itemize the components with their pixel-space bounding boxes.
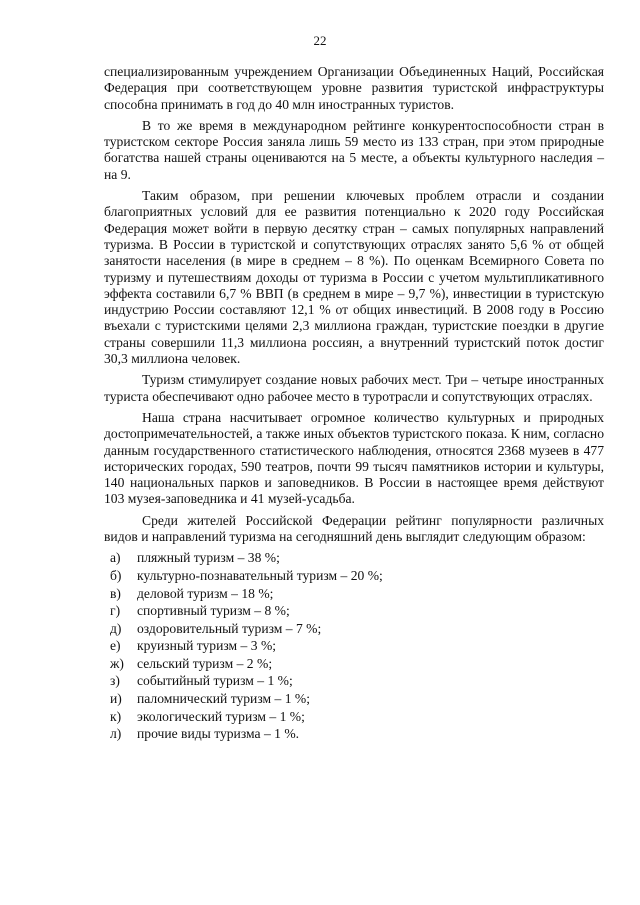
list-item bbox=[104, 656, 604, 672]
list-item bbox=[104, 709, 604, 725]
list-item-letter: з) bbox=[110, 673, 120, 689]
list-item-letter: д) bbox=[110, 620, 122, 636]
list-item-text: культурно-познавательный туризм – 20 %; bbox=[137, 567, 383, 583]
list-item-text: пляжный туризм – 38 %; bbox=[137, 550, 280, 566]
paragraph-popularity-intro: Среди жителей Российской Федерации рейтинг популярности различных видов и направлений туризма на сегодняшний день выглядит следующим образом: bbox=[104, 512, 604, 545]
tourism-popularity-list bbox=[104, 550, 604, 742]
list-item bbox=[104, 691, 604, 707]
list-item-text: прочие виды туризма – 1 %. bbox=[137, 726, 300, 742]
list-item-text: сельский туризм – 2 %; bbox=[137, 655, 273, 671]
paragraph-cultural-heritage: Наша страна насчитывает огромное количество культурных и природных достопримечательностей, а также иных объектов туристского показа. К ним, согласно данным государственного статистического наблюдения, относятся 2368 музеев в 477 исторических городах, 590 театров, почти 99 тысяч памятников истории и культуры, 140 национальных парков и заповедников. В России в настоящее время действуют 103 музея-заповедника и 41 музей-усадьба. bbox=[104, 409, 604, 507]
list-item bbox=[104, 603, 604, 619]
page-number: 22 bbox=[313, 33, 327, 48]
list-item-text: экологический туризм – 1 %; bbox=[137, 708, 305, 724]
list-item-text: круизный туризм – 3 %; bbox=[137, 638, 277, 654]
paragraph-competitiveness-rating: В то же время в международном рейтинге конкурентоспособности стран в туристском секторе Россия заняла лишь 59 место из 133 стран, при этом природные богатства нашей страны оцениваются на 5 месте, а объекты культурного наследия – на 9. bbox=[104, 117, 604, 182]
list-item bbox=[104, 621, 604, 637]
paragraph-job-creation: Туризм стимулирует создание новых рабочих мест. Три – четыре иностранных туриста обеспечивают одно рабочее место в туротрасли и сопутствующих отраслях. bbox=[104, 372, 604, 404]
list-item bbox=[104, 550, 604, 566]
list-item-text: спортивный туризм – 8 %; bbox=[137, 603, 290, 619]
list-item-text: событийный туризм – 1 %; bbox=[137, 673, 293, 689]
list-item bbox=[104, 568, 604, 584]
list-item-letter: и) bbox=[110, 691, 122, 707]
list-item-letter: б) bbox=[110, 567, 122, 583]
list-item-letter: г) bbox=[110, 603, 121, 619]
list-item-letter: ж) bbox=[110, 655, 124, 671]
list-item-letter: а) bbox=[110, 550, 121, 566]
list-item-letter: л) bbox=[110, 726, 122, 742]
paragraph-tourism-economics: Таким образом, при решении ключевых проблем отрасли и создании благоприятных условий для ее развития потенциально к 2020 году Российская Федерация может войти в первую десятку стран – самых популярных направлений туризма. В России в туристской и сопутствующих отраслях занято 5,6 % от общей занятости населения (в мире в среднем – 8 %). По оценкам Всемирного Совета по туризму и путешествиям доходы от туризма в России с учетом мультипликативного эффекта составили 6,7 % ВВП (в среднем в мире – 9,7 %), инвестиции в туристскую индустрию России составляют 12,1 % от общих инвестиций. В 2008 году в Россию въехали с туристскими целями 2,3 миллиона граждан, туристские поездки в другие страны совершили 11,3 миллиона россиян, а внутренний туристский поток достиг 30,3 миллиона человек. bbox=[104, 188, 604, 367]
list-item bbox=[104, 726, 604, 742]
list-item-text: деловой туризм – 18 %; bbox=[137, 585, 274, 601]
document-body bbox=[104, 64, 604, 744]
list-item-text: паломнический туризм – 1 %; bbox=[137, 691, 310, 707]
list-item bbox=[104, 638, 604, 654]
list-item-letter: в) bbox=[110, 585, 121, 601]
list-item bbox=[104, 673, 604, 689]
list-item bbox=[104, 586, 604, 602]
paragraph-continuation: специализированным учреждением Организации Объединенных Наций, Российская Федерация при соответствующем уровне развития туристской инфраструктуры способна принимать в год до 40 млн иностранных туристов. bbox=[104, 64, 604, 112]
list-item-letter: е) bbox=[110, 638, 121, 654]
list-item-letter: к) bbox=[110, 708, 122, 724]
list-item-text: оздоровительный туризм – 7 %; bbox=[137, 620, 322, 636]
